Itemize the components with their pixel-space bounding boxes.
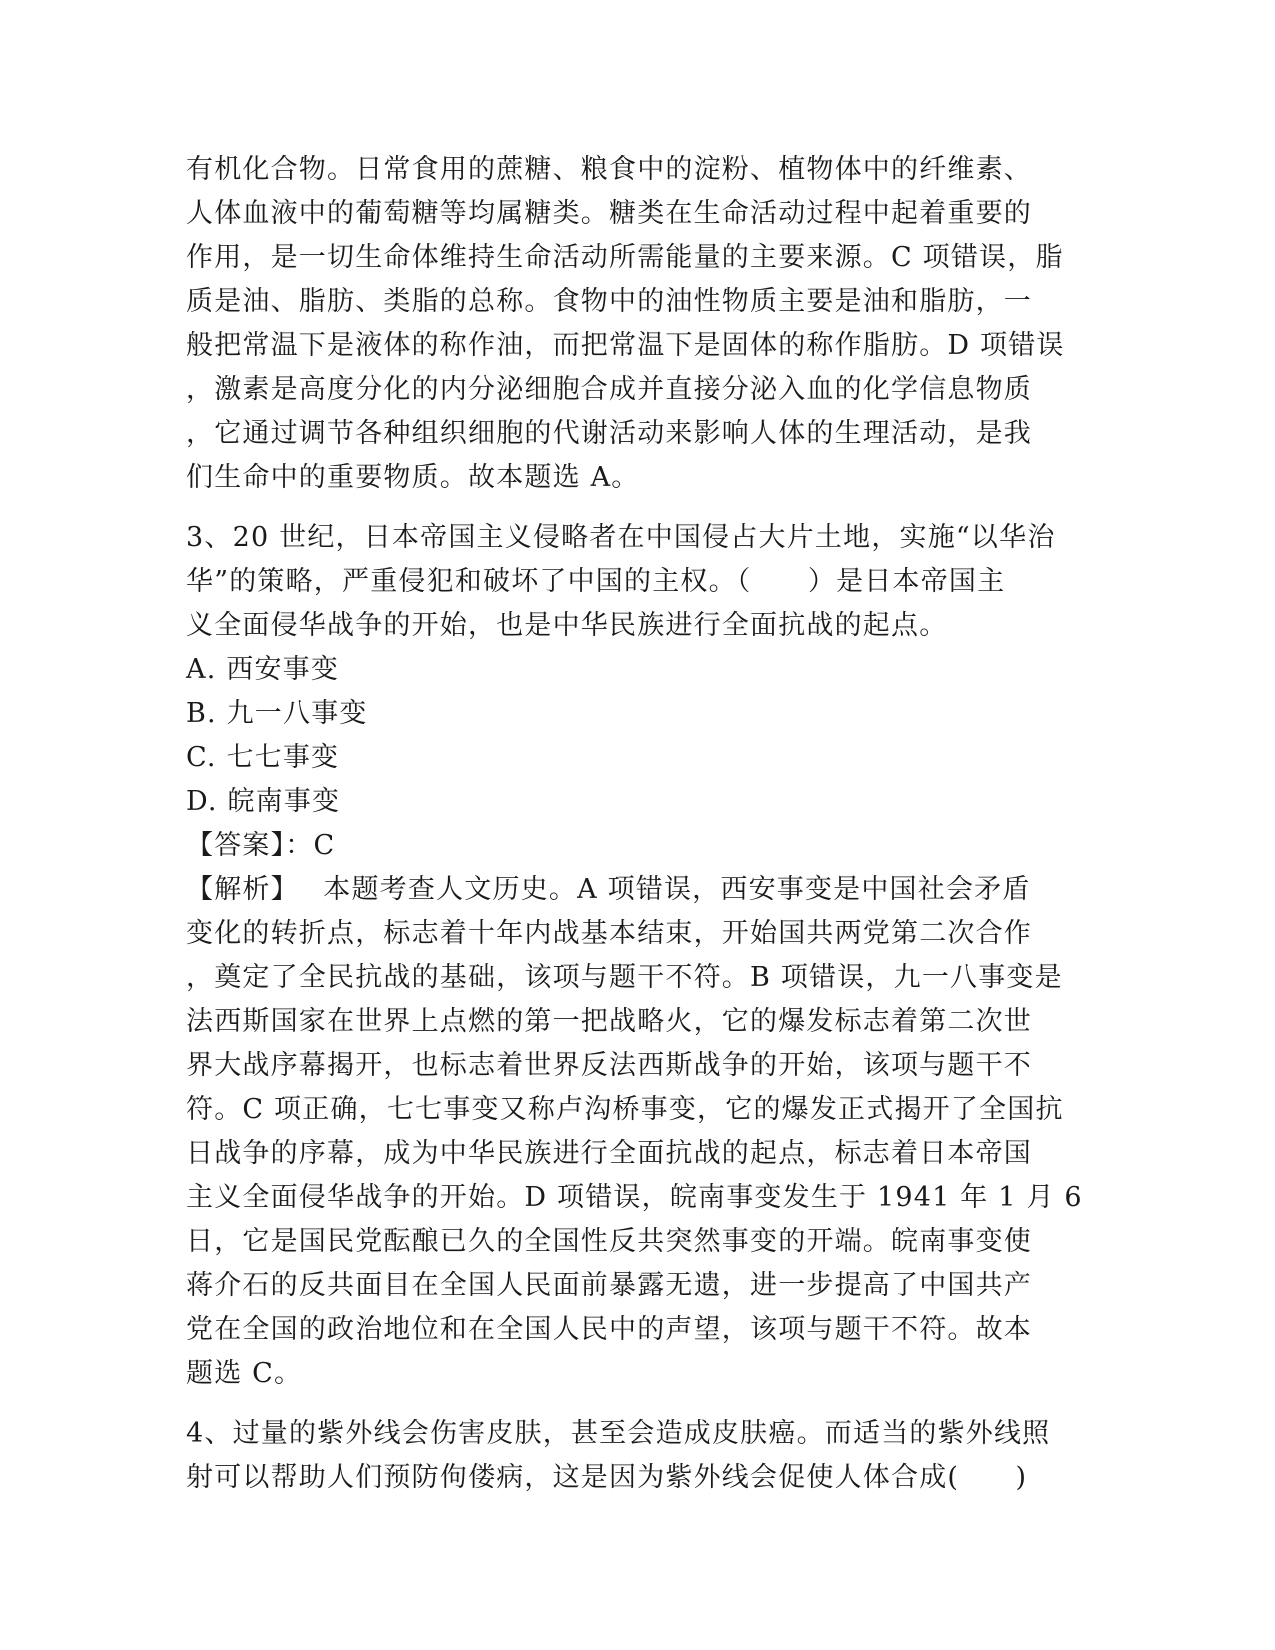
explanation-line: 主义全面侵华战争的开始。D 项错误，皖南事变发生于 1941 年 1 月 6 [186,1182,1083,1213]
question-3-options [186,648,1086,824]
document-page [186,148,1086,1500]
option-d: D. 皖南事变 [186,786,341,817]
text-line: 般把常温下是液体的称作油，而把常温下是固体的称作脂肪。D 项错误 [186,330,1065,361]
explanation-line: 符。C 项正确，七七事变又称卢沟桥事变，它的爆发正式揭开了全国抗 [186,1094,1064,1125]
explanation-line: 日，它是国民党酝酿已久的全国性反共突然事变的开端。皖南事变使 [186,1226,1032,1257]
explanation-line: 变化的转折点，标志着十年内战基本结束，开始国共两党第二次合作 [186,918,1032,949]
text-line: 人体血液中的葡萄糖等均属糖类。糖类在生命活动过程中起着重要的 [186,198,1032,229]
option-a: A. 西安事变 [186,654,340,685]
previous-explanation [186,148,1086,500]
option-c: C. 七七事变 [186,742,340,773]
explanation-line: ，奠定了全民抗战的基础，该项与题干不符。B 项错误，九一八事变是 [186,962,1063,993]
question-stem-line: 射可以帮助人们预防佝偻病，这是因为紫外线会促使人体合成( ) [186,1462,1028,1493]
option-b: B. 九一八事变 [186,698,368,729]
explanation-line: 蒋介石的反共面目在全国人民面前暴露无遗，进一步提高了中国共产 [186,1270,1032,1301]
text-line: 们生命中的重要物质。故本题选 A。 [186,462,640,493]
question-3 [186,516,1086,1396]
answer-line: 【答案】：C [186,830,336,861]
paragraph-gap [186,500,1086,516]
text-line: 作用，是一切生命体维持生命活动所需能量的主要来源。C 项错误，脂 [186,242,1064,273]
explanation-line: 日战争的序幕，成为中华民族进行全面抗战的起点，标志着日本帝国 [186,1138,1032,1169]
explanation-line: 党在全国的政治地位和在全国人民中的声望，该项与题干不符。故本 [186,1314,1032,1345]
question-stem-line: 3、20 世纪，日本帝国主义侵略者在中国侵占大片土地，实施“以华治 [186,522,1056,553]
text-line: 质是油、脂肪、类脂的总称。食物中的油性物质主要是油和脂肪，一 [186,286,1032,317]
paragraph-gap [186,1396,1086,1412]
question-3-explanation [186,868,1086,1396]
question-stem-line: 华”的策略，严重侵犯和破坏了中国的主权。（ ）是日本帝国主 [186,566,1006,597]
explanation-line: 界大战序幕揭开，也标志着世界反法西斯战争的开始，该项与题干不 [186,1050,1032,1081]
question-stem-line: 义全面侵华战争的开始，也是中华民族进行全面抗战的起点。 [186,610,948,641]
question-3-stem [186,516,1086,648]
text-line: ，它通过调节各种组织细胞的代谢活动来影响人体的生理活动，是我 [186,418,1032,449]
explanation-line: 【解析】 本题考查人文历史。A 项错误，西安事变是中国社会矛盾 [186,874,1031,905]
explanation-line: 题选 C。 [186,1358,303,1389]
explanation-line: 法西斯国家在世界上点燃的第一把战略火，它的爆发标志着第二次世 [186,1006,1032,1037]
question-stem-line: 4、过量的紫外线会伤害皮肤，甚至会造成皮肤癌。而适当的紫外线照 [186,1418,1051,1449]
question-4 [186,1412,1086,1500]
text-line: ，激素是高度分化的内分泌细胞合成并直接分泌入血的化学信息物质 [186,374,1032,405]
text-line: 有机化合物。日常食用的蔗糖、粮食中的淀粉、植物体中的纤维素、 [186,154,1032,185]
